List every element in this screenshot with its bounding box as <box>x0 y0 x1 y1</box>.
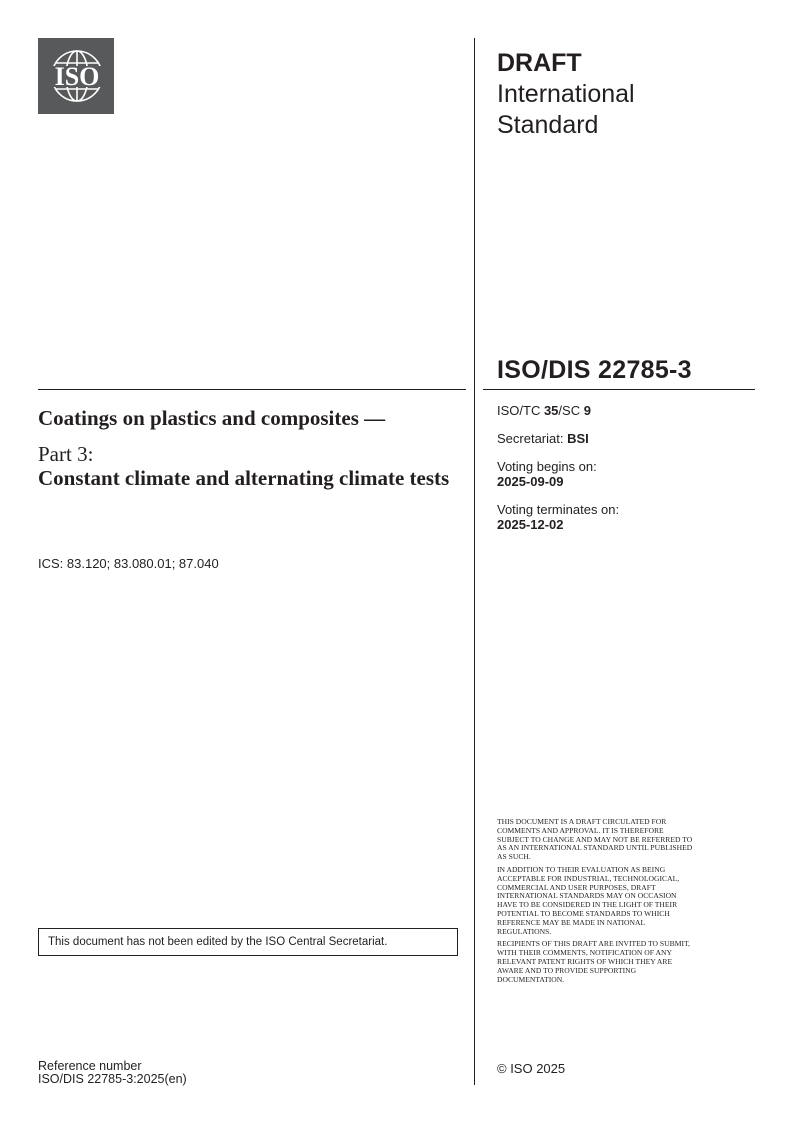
metadata-panel <box>497 403 747 545</box>
disclaimer-paragraph: THIS DOCUMENT IS A DRAFT CIRCULATED FOR COMMENTS AND APPROVAL. IT IS THEREFORE SUBJECT TO CHANGE AND MAY NOT BE REFERRED TO AS AN INTERNATIONAL STANDARD UNTIL PUBLISHED AS SUCH. <box>497 817 693 862</box>
horizontal-divider-right <box>483 389 755 390</box>
disclaimer-paragraph: IN ADDITION TO THEIR EVALUATION AS BEING ACCEPTABLE FOR INDUSTRIAL, TECHNOLOGICAL, COMMERCIAL AND USER PURPOSES, DRAFT INTERNATIONAL STANDARDS MAY ON OCCASION HAVE TO BE CONSIDERED IN THE LIGHT OF THEIR POTENTIAL TO BECOME STANDARDS TO WHICH REFERENCE MAY BE MADE IN NATIONAL REGULATIONS. <box>497 864 680 936</box>
reference-value: ISO/DIS 22785-3:2025(en) <box>38 1072 187 1086</box>
iso-logo-icon <box>38 38 114 114</box>
logo-text: ISO <box>54 62 100 91</box>
voting-terminates-row <box>497 502 747 532</box>
main-title: Coatings on plastics and composites — <box>38 406 386 430</box>
standard-label: Standard <box>497 111 599 139</box>
part-title: Constant climate and alternating climate tests <box>38 466 450 490</box>
document-title-block <box>38 406 458 490</box>
editing-notice: This document has not been edited by the ISO Central Secretariat. <box>38 928 458 956</box>
ics-codes: ICS: 83.120; 83.080.01; 87.040 <box>38 556 219 571</box>
horizontal-divider-left <box>38 389 466 390</box>
reference-label: Reference number <box>38 1059 142 1073</box>
secretariat-row <box>497 431 747 446</box>
draft-disclaimer <box>497 818 697 988</box>
committee-row <box>497 403 747 418</box>
secretariat-value: BSI <box>567 431 589 446</box>
committee-sc: 9 <box>583 403 591 418</box>
copyright-notice: © ISO 2025 <box>497 1061 566 1076</box>
document-status-heading <box>497 48 757 141</box>
vertical-divider <box>474 38 475 1085</box>
committee-tc: 35 <box>543 403 559 418</box>
voting-begins-date: 2025-09-09 <box>497 474 564 489</box>
voting-begins-row <box>497 459 747 489</box>
committee-mid: /SC <box>558 403 584 418</box>
secretariat-label: Secretariat: <box>497 431 568 446</box>
disclaimer-paragraph: RECIPIENTS OF THIS DRAFT ARE INVITED TO SUBMIT, WITH THEIR COMMENTS, NOTIFICATION OF ANY RELEVANT PATENT RIGHTS OF WHICH THEY ARE AWARE AND TO PROVIDE SUPPORTING DOCUMENTATION. <box>497 939 690 984</box>
committee-prefix: ISO/TC <box>497 403 544 418</box>
part-label: Part 3: <box>38 442 94 466</box>
voting-terminates-date: 2025-12-02 <box>497 517 564 532</box>
draft-label: DRAFT <box>497 49 582 77</box>
standard-number: ISO/DIS 22785-3 <box>497 356 692 384</box>
reference-number <box>38 1060 187 1086</box>
voting-begins-label: Voting begins on: <box>497 459 597 474</box>
international-label: International <box>497 80 635 108</box>
voting-terminates-label: Voting terminates on: <box>497 502 620 517</box>
